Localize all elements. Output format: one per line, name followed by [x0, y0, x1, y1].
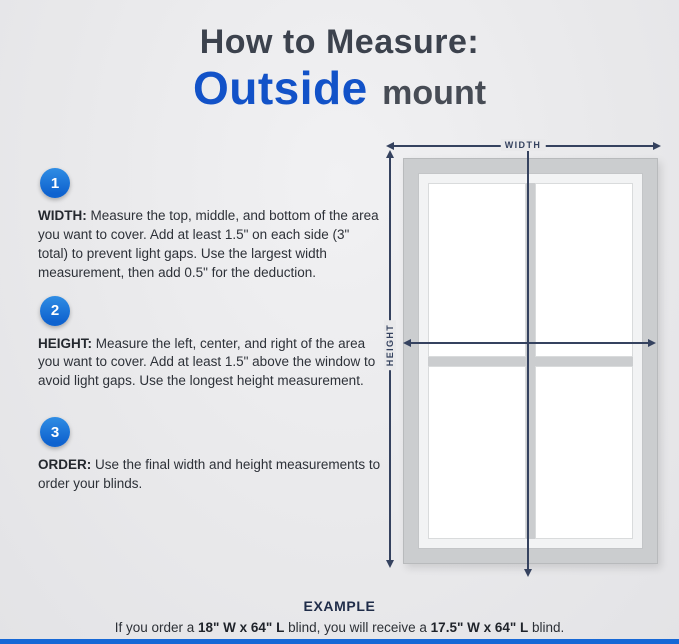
step-1-body: Measure the top, middle, and bottom of the area you want to cover. Add at least 1.5" on each side (3" total) to prevent light gaps. Use the largest width measurement, then add 0.5" for the deduction. — [38, 208, 379, 280]
width-dimension-label: WIDTH — [501, 139, 546, 151]
example-bold-ordered-size: 18" W x 64" L — [198, 620, 285, 635]
title-accent: Outside — [192, 62, 368, 115]
example-post: blind. — [528, 620, 565, 635]
step-1-badge: 1 — [40, 168, 70, 198]
center-vertical-measure-line — [527, 147, 529, 575]
title-line2 — [0, 63, 679, 114]
step-width — [38, 168, 382, 283]
example-heading: EXAMPLE — [303, 598, 376, 614]
page-title — [0, 24, 679, 114]
window-pane-top-left — [428, 183, 526, 357]
example-mid: blind, you will receive a — [284, 620, 431, 635]
window-illustration — [403, 158, 658, 564]
step-3-badge: 3 — [40, 417, 70, 447]
window-pane-bottom-right — [535, 366, 633, 540]
window-pane-top-right — [535, 183, 633, 357]
example-text — [0, 620, 679, 635]
step-2-badge: 2 — [40, 296, 70, 326]
window-opening — [418, 173, 643, 549]
example-section — [0, 598, 679, 635]
bottom-accent-bar — [0, 639, 679, 644]
step-2-label: HEIGHT: — [38, 335, 92, 351]
step-height — [38, 296, 382, 392]
step-3-body: Use the final width and height measurements to order your blinds. — [38, 457, 381, 492]
window-panes — [428, 183, 633, 539]
center-horizontal-measure-line — [405, 342, 654, 344]
step-2-text — [38, 335, 382, 392]
height-dimension-label: HEIGHT — [384, 320, 396, 370]
step-order — [38, 417, 382, 494]
title-rest: mount — [382, 74, 487, 113]
step-3-text — [38, 456, 382, 494]
steps-list — [38, 168, 382, 507]
step-3-label: ORDER: — [38, 457, 92, 473]
step-1-text — [38, 207, 382, 283]
title-line1: How to Measure: — [199, 23, 480, 61]
step-1-label: WIDTH: — [38, 208, 87, 223]
example-pre: If you order a — [114, 620, 198, 635]
step-2-body: Measure the left, center, and right of the area you want to cover. Add at least 1.5" above the window to avoid light gaps. Use the longest height measurement. — [38, 335, 376, 389]
window-pane-bottom-left — [428, 366, 526, 540]
example-bold-received-size: 17.5" W x 64" L — [430, 620, 529, 635]
